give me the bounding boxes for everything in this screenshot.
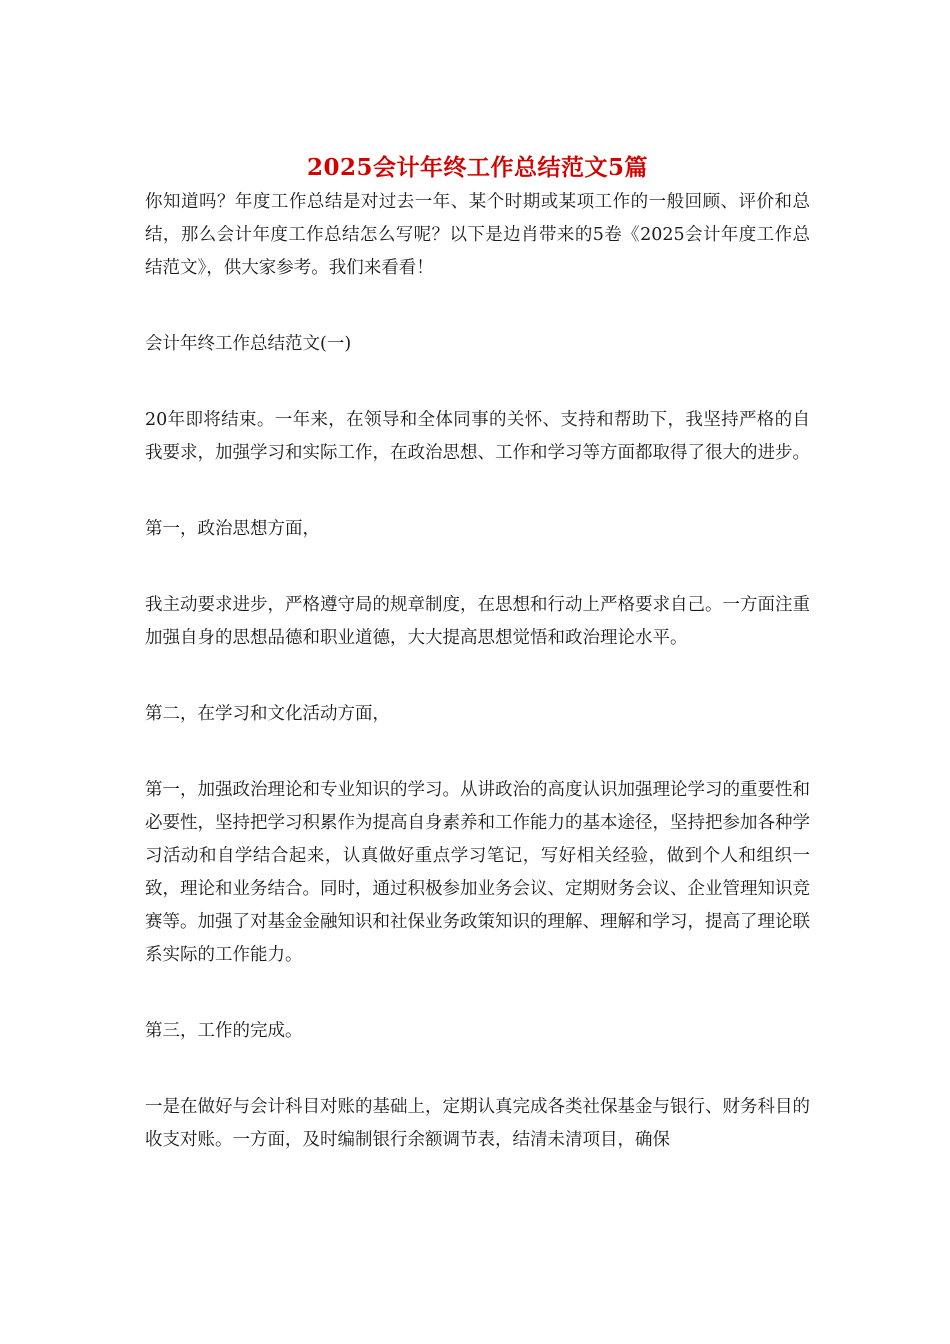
intro-paragraph: 你知道吗？年度工作总结是对过去一年、某个时期或某项工作的一般回顾、评价和总结，那么会计年度工作总结怎么写呢？以下是边肖带来的5卷《2025会计年度工作总结范文》，供大家参考。我们来看看！ — [145, 192, 810, 278]
paragraph-gap — [145, 1048, 810, 1091]
point-heading-study: 第二，在学习和文化活动方面， — [145, 704, 390, 724]
section-heading-one: 会计年终工作总结范文(一) — [145, 334, 352, 354]
body-paragraph: 第一，加强政治理论和专业知识的学习。从讲政治的高度认识加强理论学习的重要性和必要性，坚持把学习积累作为提高自身素养和工作能力的基本途径，坚持把参加各种学习活动和自学结合起来，认真做好重点学习笔记，写好相关经验，做到个人和组织一致，理论和业务结合。同时，通过积极参加业务会议、定期财务会议、企业管理知识竞赛等。加强了对基金金融知识和社保业务政策知识的理解、理解和学习，提高了理论联系实际的工作能力。 — [145, 780, 810, 965]
paragraph-gap — [145, 546, 810, 589]
point-heading-work: 第三，工作的完成。 — [145, 1021, 303, 1041]
paragraph-gap — [145, 361, 810, 404]
body-paragraph: 20年即将结束。一年来，在领导和全体同事的关怀、支持和帮助下，我坚持严格的自我要求，加强学习和实际工作，在政治思想、工作和学习等方面都取得了很大的进步。 — [145, 410, 810, 463]
point-heading-political: 第一，政治思想方面， — [145, 519, 320, 539]
document-page — [145, 150, 810, 1157]
paragraph-gap — [145, 655, 810, 698]
paragraph-gap — [145, 972, 810, 1015]
document-title: 2025会计年终工作总结范文5篇 — [306, 154, 649, 181]
body-paragraph: 我主动要求进步，严格遵守局的规章制度，在思想和行动上严格要求自己。一方面注重加强自身的思想品德和职业道德，大大提高思想觉悟和政治理论水平。 — [145, 595, 810, 648]
paragraph-gap — [145, 470, 810, 513]
body-paragraph: 一是在做好与会计科目对账的基础上，定期认真完成各类社保基金与银行、财务科目的收支对账。一方面，及时编制银行余额调节表，结清未清项目，确保 — [145, 1097, 810, 1150]
paragraph-gap — [145, 731, 810, 774]
paragraph-gap — [145, 285, 810, 328]
